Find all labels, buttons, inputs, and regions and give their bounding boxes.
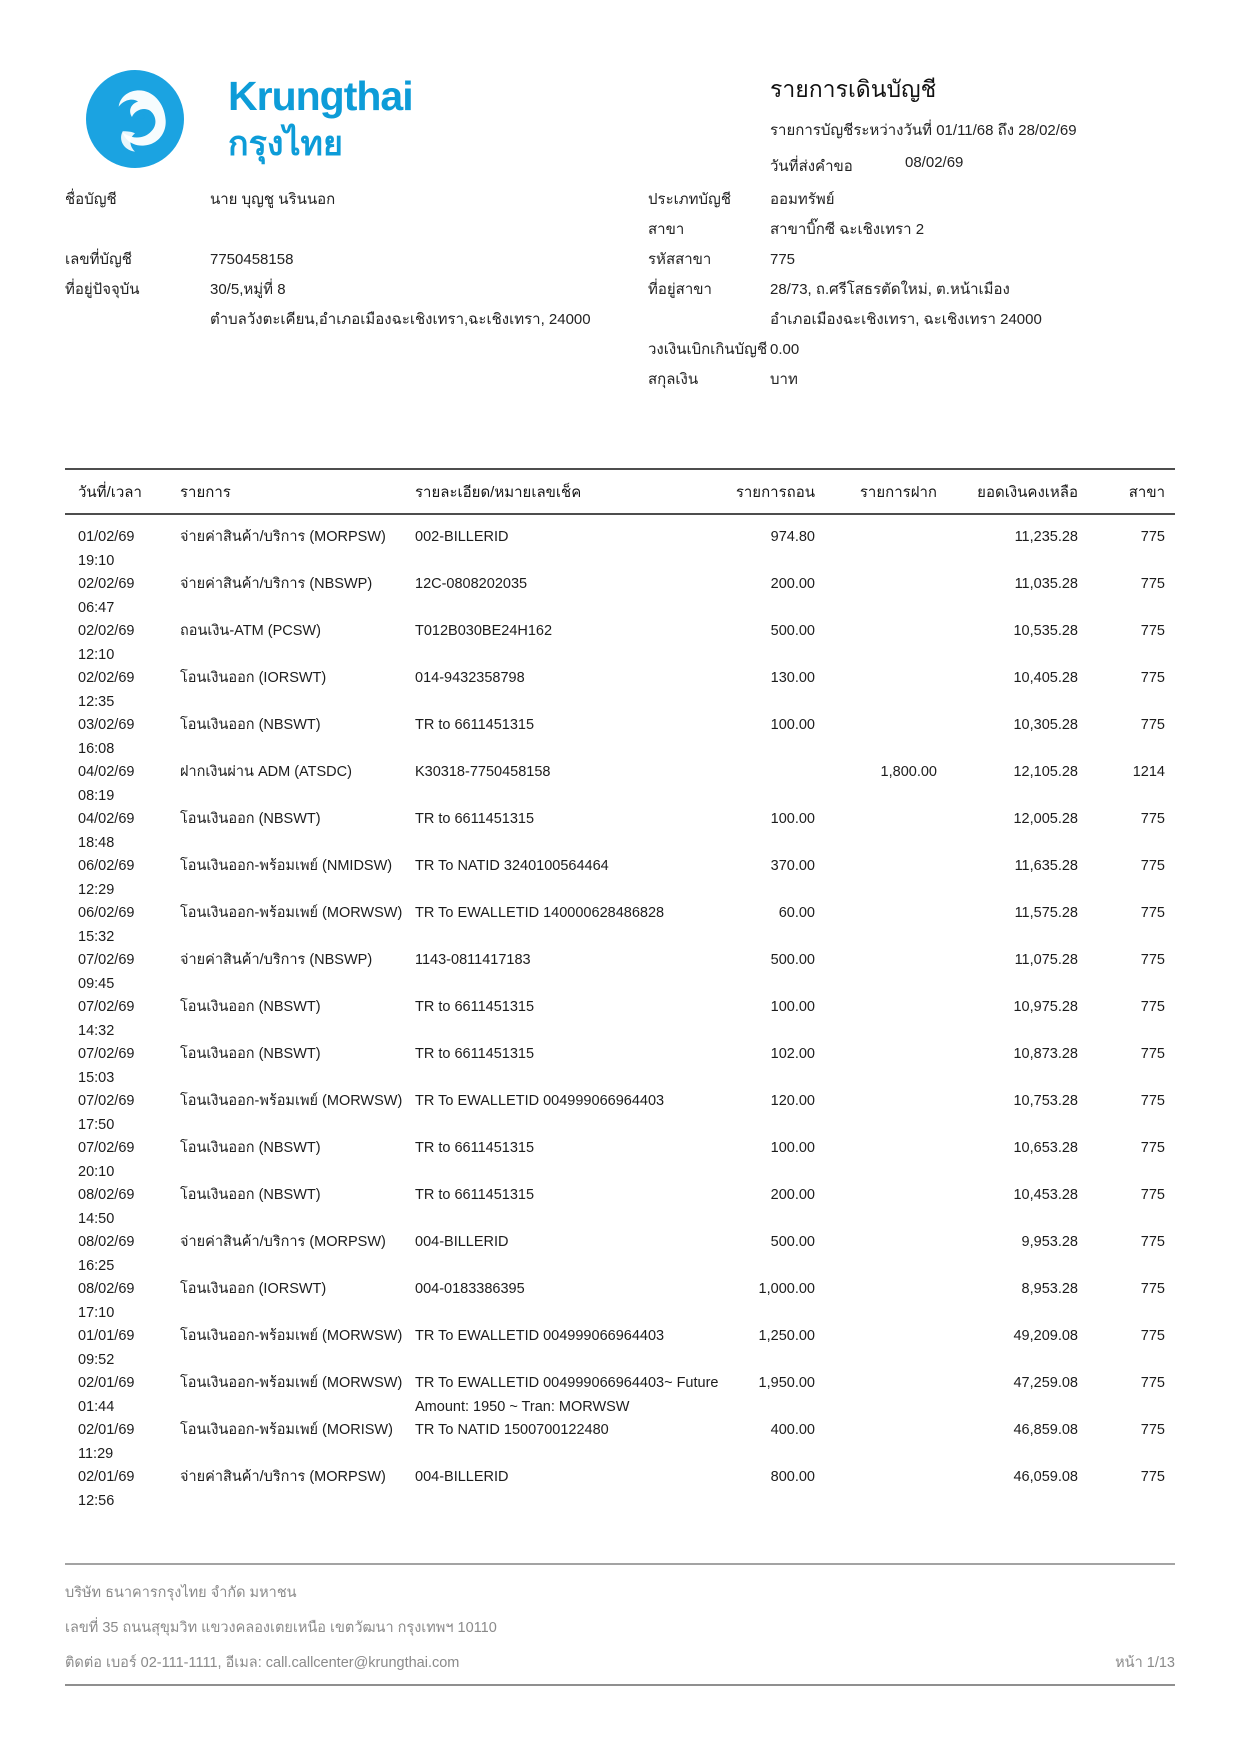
table-row — [65, 1325, 1175, 1372]
field-value: 30/5,หมู่ที่ 8 — [210, 281, 286, 298]
field-label: วงเงินเบิกเกินบัญชี — [648, 341, 768, 358]
cell-description: โอนเงินออก-พร้อมเพย์ (NMIDSW) — [180, 858, 393, 874]
cell-detail: 014-9432358798 — [415, 670, 525, 686]
transaction-date: 06/02/69 — [78, 905, 135, 921]
cell-balance: 11,575.28 — [1014, 905, 1078, 921]
bank-name-en: Krungthai — [228, 73, 413, 119]
footer-top-divider — [65, 1563, 1175, 1565]
cell-withdrawal: 100.00 — [770, 999, 815, 1015]
cell-branch: 775 — [1140, 1469, 1165, 1485]
request-date-label: วันที่ส่งคำขอ — [770, 157, 853, 175]
branch-row — [648, 220, 1188, 250]
bank-name-th: กรุงไทย — [228, 125, 343, 163]
cell-branch: 775 — [1140, 1328, 1165, 1344]
cell-balance: 8,953.28 — [1021, 1281, 1078, 1297]
cell-detail: TR To NATID 3240100564464 — [415, 858, 609, 874]
transaction-date: 07/02/69 — [78, 1046, 135, 1062]
branch-address-row-2 — [648, 310, 1188, 340]
header-detail: รายละเอียด/หมายเลขเช็ค — [415, 483, 582, 501]
table-row — [65, 902, 1175, 949]
transactions-body — [65, 515, 1175, 1513]
footer-bottom-divider — [65, 1684, 1175, 1686]
cell-date-time — [65, 526, 180, 573]
cell-date-time — [65, 1184, 180, 1231]
table-row — [65, 1372, 1175, 1419]
table-row — [65, 949, 1175, 996]
cell-balance: 10,305.28 — [1013, 717, 1078, 733]
cell-branch: 775 — [1140, 623, 1165, 639]
cell-branch: 775 — [1140, 858, 1165, 874]
field-value: 28/73, ถ.ศรีโสธรตัดใหม่, ต.หน้าเมือง — [770, 281, 1010, 298]
cell-detail: TR to 6611451315 — [415, 1187, 535, 1203]
cell-date-time — [65, 949, 180, 996]
overdraft-limit-row — [648, 340, 1188, 370]
cell-detail: TR to 6611451315 — [415, 999, 535, 1015]
cell-balance: 10,873.28 — [1013, 1046, 1078, 1062]
transaction-date: 02/01/69 — [78, 1469, 135, 1485]
cell-date-time — [65, 761, 180, 808]
cell-date-time — [65, 1090, 180, 1137]
cell-date-time — [65, 855, 180, 902]
transaction-time: 19:10 — [78, 552, 115, 569]
transaction-time: 17:10 — [78, 1304, 115, 1321]
transaction-date: 02/02/69 — [78, 576, 135, 592]
cell-balance: 49,209.08 — [1013, 1328, 1078, 1344]
cell-withdrawal: 100.00 — [770, 811, 815, 827]
cell-description: โอนเงินออก (IORSWT) — [180, 670, 327, 686]
branch-address-row — [648, 280, 1188, 310]
cell-detail: TR To NATID 1500700122480 — [415, 1422, 609, 1438]
cell-withdrawal: 370.00 — [770, 858, 815, 874]
transaction-time: 09:45 — [78, 975, 115, 992]
transaction-date: 02/01/69 — [78, 1422, 135, 1438]
cell-description: โอนเงินออก-พร้อมเพย์ (MORWSW) — [180, 1375, 403, 1391]
cell-date-time — [65, 996, 180, 1043]
cell-balance: 10,535.28 — [1013, 623, 1078, 639]
field-label: ชื่อบัญชี — [65, 191, 117, 208]
cell-balance: 11,035.28 — [1014, 576, 1078, 592]
cell-branch: 775 — [1140, 1422, 1165, 1438]
field-label: สาขา — [648, 221, 685, 238]
footer-contact: ติดต่อ เบอร์ 02-111-1111, อีเมล: call.callcenter@krungthai.com — [65, 1655, 460, 1671]
table-row — [65, 1090, 1175, 1137]
transaction-time: 15:03 — [78, 1069, 115, 1086]
transaction-time: 12:29 — [78, 881, 115, 898]
table-row — [65, 1184, 1175, 1231]
cell-withdrawal: 200.00 — [770, 576, 815, 592]
cell-branch: 1214 — [1132, 764, 1165, 780]
cell-balance: 9,953.28 — [1021, 1234, 1078, 1250]
transaction-time: 16:08 — [78, 740, 115, 757]
cell-branch: 775 — [1140, 670, 1165, 686]
footer-company: บริษัท ธนาคารกรุงไทย จำกัด มหาชน — [65, 1585, 297, 1601]
field-value: ตำบลวังตะเคียน,อำเภอเมืองฉะเชิงเทรา,ฉะเชิงเทรา, 24000 — [210, 311, 591, 328]
request-date-row — [770, 154, 1190, 178]
transactions-table — [65, 468, 1175, 1513]
cell-description: จ่ายค่าสินค้า/บริการ (MORPSW) — [180, 1234, 386, 1250]
cell-branch: 775 — [1140, 576, 1165, 592]
cell-balance: 47,259.08 — [1013, 1375, 1078, 1391]
cell-description: โอนเงินออก-พร้อมเพย์ (MORWSW) — [180, 905, 403, 921]
cell-date-time — [65, 714, 180, 761]
currency-row — [648, 370, 1188, 400]
cell-branch: 775 — [1140, 1140, 1165, 1156]
cell-branch: 775 — [1140, 717, 1165, 733]
cell-detail: TR To EWALLETID 140000628486828 — [415, 905, 665, 921]
cell-branch: 775 — [1140, 905, 1165, 921]
cell-date-time — [65, 1043, 180, 1090]
field-value: 7750458158 — [210, 251, 294, 268]
cell-date-time — [65, 1419, 180, 1466]
cell-detail: 1143-0811417183 — [415, 952, 531, 968]
field-value: บาท — [770, 371, 798, 388]
transaction-date: 07/02/69 — [78, 1093, 135, 1109]
cell-description: ถอนเงิน-ATM (PCSW) — [180, 623, 321, 639]
cell-description: โอนเงินออก-พร้อมเพย์ (MORISW) — [180, 1422, 393, 1438]
table-row — [65, 855, 1175, 902]
transaction-time: 14:50 — [78, 1210, 115, 1227]
cell-description: จ่ายค่าสินค้า/บริการ (NBSWP) — [180, 576, 373, 592]
cell-withdrawal: 120.00 — [770, 1093, 815, 1109]
cell-branch: 775 — [1140, 1093, 1165, 1109]
transaction-time: 14:32 — [78, 1022, 115, 1039]
transaction-date: 06/02/69 — [78, 858, 135, 874]
cell-detail: 004-BILLERID — [415, 1234, 509, 1250]
cell-withdrawal: 1,000.00 — [758, 1281, 815, 1297]
transaction-date: 01/02/69 — [78, 529, 135, 545]
transaction-date: 07/02/69 — [78, 952, 135, 968]
cell-detail: TR To EWALLETID 004999066964403 — [415, 1093, 665, 1109]
cell-description: โอนเงินออก (NBSWT) — [180, 1140, 321, 1156]
cell-branch: 775 — [1140, 1234, 1165, 1250]
cell-detail: TR to 6611451315 — [415, 811, 535, 827]
cell-date-time — [65, 573, 180, 620]
cell-detail: TR to 6611451315 — [415, 1046, 535, 1062]
transaction-date: 08/02/69 — [78, 1281, 135, 1297]
statement-period: รายการบัญชีระหว่างวันที่ 01/11/68 ถึง 28/02/69 — [770, 121, 1077, 139]
account-type-row — [648, 190, 1188, 220]
krungthai-bird-icon — [86, 70, 184, 168]
transaction-time: 11:29 — [78, 1445, 114, 1462]
account-info-left — [65, 190, 640, 340]
cell-description: จ่ายค่าสินค้า/บริการ (MORPSW) — [180, 1469, 386, 1485]
transaction-time: 01:44 — [78, 1398, 115, 1415]
cell-withdrawal: 500.00 — [770, 623, 815, 639]
table-row — [65, 573, 1175, 620]
transaction-time: 06:47 — [78, 599, 115, 616]
cell-balance: 46,859.08 — [1013, 1422, 1078, 1438]
cell-withdrawal: 800.00 — [770, 1469, 815, 1485]
account-info-right — [648, 190, 1188, 400]
transaction-time: 12:35 — [78, 693, 115, 710]
transaction-time: 15:32 — [78, 928, 115, 945]
cell-description: โอนเงินออก (IORSWT) — [180, 1281, 327, 1297]
field-label: ที่อยู่ปัจจุบัน — [65, 281, 140, 298]
cell-description: โอนเงินออก (NBSWT) — [180, 717, 321, 733]
request-date-value: 08/02/69 — [905, 153, 964, 171]
transaction-date: 02/01/69 — [78, 1375, 135, 1391]
cell-description: โอนเงินออก (NBSWT) — [180, 999, 321, 1015]
transaction-time: 18:48 — [78, 834, 115, 851]
cell-deposit: 1,800.00 — [880, 764, 937, 780]
cell-branch: 775 — [1140, 1281, 1165, 1297]
cell-branch: 775 — [1140, 1375, 1165, 1391]
cell-withdrawal: 1,950.00 — [758, 1375, 815, 1391]
cell-date-time — [65, 808, 180, 855]
cell-balance: 10,753.28 — [1013, 1093, 1078, 1109]
field-value: ออมทรัพย์ — [770, 191, 835, 208]
header-description: รายการ — [180, 483, 231, 501]
field-label: เลขที่บัญชี — [65, 251, 132, 268]
table-row — [65, 1466, 1175, 1513]
field-value: นาย บุญชู นรินนอก — [210, 191, 336, 208]
cell-withdrawal: 1,250.00 — [758, 1328, 815, 1344]
cell-balance: 46,059.08 — [1013, 1469, 1078, 1485]
transaction-date: 01/01/69 — [78, 1328, 135, 1344]
table-row — [65, 1137, 1175, 1184]
transaction-time: 12:10 — [78, 646, 115, 663]
transaction-time: 08:19 — [78, 787, 115, 804]
cell-branch: 775 — [1140, 999, 1165, 1015]
cell-date-time — [65, 1137, 180, 1184]
field-value: สาขาบิ๊กซี ฉะเชิงเทรา 2 — [770, 221, 925, 238]
spacer-row — [65, 220, 640, 250]
table-row — [65, 1231, 1175, 1278]
cell-detail: K30318-7750458158 — [415, 764, 551, 780]
table-row — [65, 808, 1175, 855]
cell-withdrawal: 60.00 — [778, 905, 815, 921]
transaction-time: 16:25 — [78, 1257, 115, 1274]
cell-balance: 10,653.28 — [1013, 1140, 1078, 1156]
field-value: 0.00 — [770, 341, 800, 358]
transaction-date: 04/02/69 — [78, 764, 135, 780]
branch-code-row — [648, 250, 1188, 280]
transaction-date: 03/02/69 — [78, 717, 135, 733]
cell-withdrawal: 500.00 — [770, 952, 815, 968]
cell-date-time — [65, 1278, 180, 1325]
field-label: ประเภทบัญชี — [648, 191, 732, 208]
transaction-time: 17:50 — [78, 1116, 115, 1133]
cell-balance: 12,005.28 — [1013, 811, 1078, 827]
header-withdrawal: รายการถอน — [735, 483, 815, 501]
cell-withdrawal: 500.00 — [770, 1234, 815, 1250]
transaction-date: 02/02/69 — [78, 623, 135, 639]
cell-description: จ่ายค่าสินค้า/บริการ (MORPSW) — [180, 529, 386, 545]
cell-detail: 004-BILLERID — [415, 1469, 509, 1485]
cell-description: โอนเงินออก-พร้อมเพย์ (MORWSW) — [180, 1328, 403, 1344]
cell-balance: 11,075.28 — [1014, 952, 1078, 968]
transaction-time: 09:52 — [78, 1351, 115, 1368]
bank-logo — [86, 70, 413, 168]
cell-detail: TR To EWALLETID 004999066964403 — [415, 1328, 665, 1344]
table-row — [65, 1278, 1175, 1325]
transaction-date: 07/02/69 — [78, 1140, 135, 1156]
cell-branch: 775 — [1140, 811, 1165, 827]
cell-date-time — [65, 620, 180, 667]
cell-date-time — [65, 1325, 180, 1372]
table-row — [65, 996, 1175, 1043]
current-address-row — [65, 280, 640, 310]
transaction-date: 02/02/69 — [78, 670, 135, 686]
field-value: อำเภอเมืองฉะเชิงเทรา, ฉะเชิงเทรา 24000 — [770, 311, 1042, 328]
cell-date-time — [65, 1372, 180, 1419]
cell-branch: 775 — [1140, 1046, 1165, 1062]
field-label: ที่อยู่สาขา — [648, 281, 712, 298]
table-row — [65, 1419, 1175, 1466]
cell-balance: 12,105.28 — [1013, 764, 1078, 780]
cell-detail: 002-BILLERID — [415, 529, 509, 545]
page-title: รายการเดินบัญชี — [770, 76, 937, 102]
cell-detail: T012B030BE24H162 — [415, 623, 553, 639]
account-name-row — [65, 190, 640, 220]
table-row — [65, 667, 1175, 714]
document-header — [770, 76, 1190, 178]
cell-balance: 11,235.28 — [1014, 529, 1078, 545]
cell-withdrawal: 102.00 — [770, 1046, 815, 1062]
table-row — [65, 761, 1175, 808]
cell-withdrawal: 200.00 — [770, 1187, 815, 1203]
page-number: หน้า 1/13 — [1115, 1655, 1175, 1671]
transaction-time: 12:56 — [78, 1492, 115, 1509]
cell-withdrawal: 130.00 — [770, 670, 815, 686]
cell-date-time — [65, 902, 180, 949]
table-row — [65, 620, 1175, 667]
transaction-date: 08/02/69 — [78, 1187, 135, 1203]
cell-date-time — [65, 1466, 180, 1513]
cell-description: จ่ายค่าสินค้า/บริการ (NBSWP) — [180, 952, 373, 968]
cell-description: โอนเงินออก (NBSWT) — [180, 1046, 321, 1062]
cell-detail: TR to 6611451315 — [415, 717, 535, 733]
cell-branch: 775 — [1140, 529, 1165, 545]
cell-description: โอนเงินออก (NBSWT) — [180, 1187, 321, 1203]
field-label: รหัสสาขา — [648, 251, 712, 268]
cell-detail: TR to 6611451315 — [415, 1140, 535, 1156]
footer-contact-row — [65, 1655, 1175, 1671]
cell-withdrawal: 100.00 — [770, 717, 815, 733]
cell-date-time — [65, 1231, 180, 1278]
cell-description: ฝากเงินผ่าน ADM (ATSDC) — [180, 764, 352, 780]
cell-branch: 775 — [1140, 952, 1165, 968]
table-row — [65, 714, 1175, 761]
cell-balance: 11,635.28 — [1014, 858, 1078, 874]
field-value: 775 — [770, 251, 796, 268]
field-label: สกุลเงิน — [648, 371, 699, 388]
cell-withdrawal: 100.00 — [770, 1140, 815, 1156]
header-deposit: รายการฝาก — [859, 483, 937, 501]
transaction-date: 07/02/69 — [78, 999, 135, 1015]
cell-branch: 775 — [1140, 1187, 1165, 1203]
account-number-row — [65, 250, 640, 280]
cell-withdrawal: 974.80 — [770, 529, 815, 545]
transaction-date: 04/02/69 — [78, 811, 135, 827]
table-row — [65, 526, 1175, 573]
transaction-date: 08/02/69 — [78, 1234, 135, 1250]
header-branch: สาขา — [1128, 483, 1165, 501]
cell-detail: 12C-0808202035 — [415, 576, 528, 592]
header-date-time: วันที่/เวลา — [78, 483, 142, 501]
page-footer — [65, 1563, 1175, 1686]
header-balance: ยอดเงินคงเหลือ — [977, 483, 1078, 501]
current-address-row-2 — [65, 310, 640, 340]
table-row — [65, 1043, 1175, 1090]
cell-detail: TR To EWALLETID 004999066964403~ Future Amount: 1950 ~ Tran: MORWSW — [415, 1375, 719, 1415]
table-header — [65, 468, 1175, 515]
cell-withdrawal: 400.00 — [770, 1422, 815, 1438]
transaction-time: 20:10 — [78, 1163, 115, 1180]
cell-description: โอนเงินออก (NBSWT) — [180, 811, 321, 827]
bank-wordmark — [228, 70, 413, 161]
cell-description: โอนเงินออก-พร้อมเพย์ (MORWSW) — [180, 1093, 403, 1109]
cell-detail: 004-0183386395 — [415, 1281, 525, 1297]
cell-balance: 10,405.28 — [1013, 670, 1078, 686]
footer-address: เลขที่ 35 ถนนสุขุมวิท แขวงคลองเตยเหนือ เขตวัฒนา กรุงเทพฯ 10110 — [65, 1620, 497, 1636]
cell-date-time — [65, 667, 180, 714]
cell-balance: 10,453.28 — [1013, 1187, 1078, 1203]
cell-balance: 10,975.28 — [1013, 999, 1078, 1015]
